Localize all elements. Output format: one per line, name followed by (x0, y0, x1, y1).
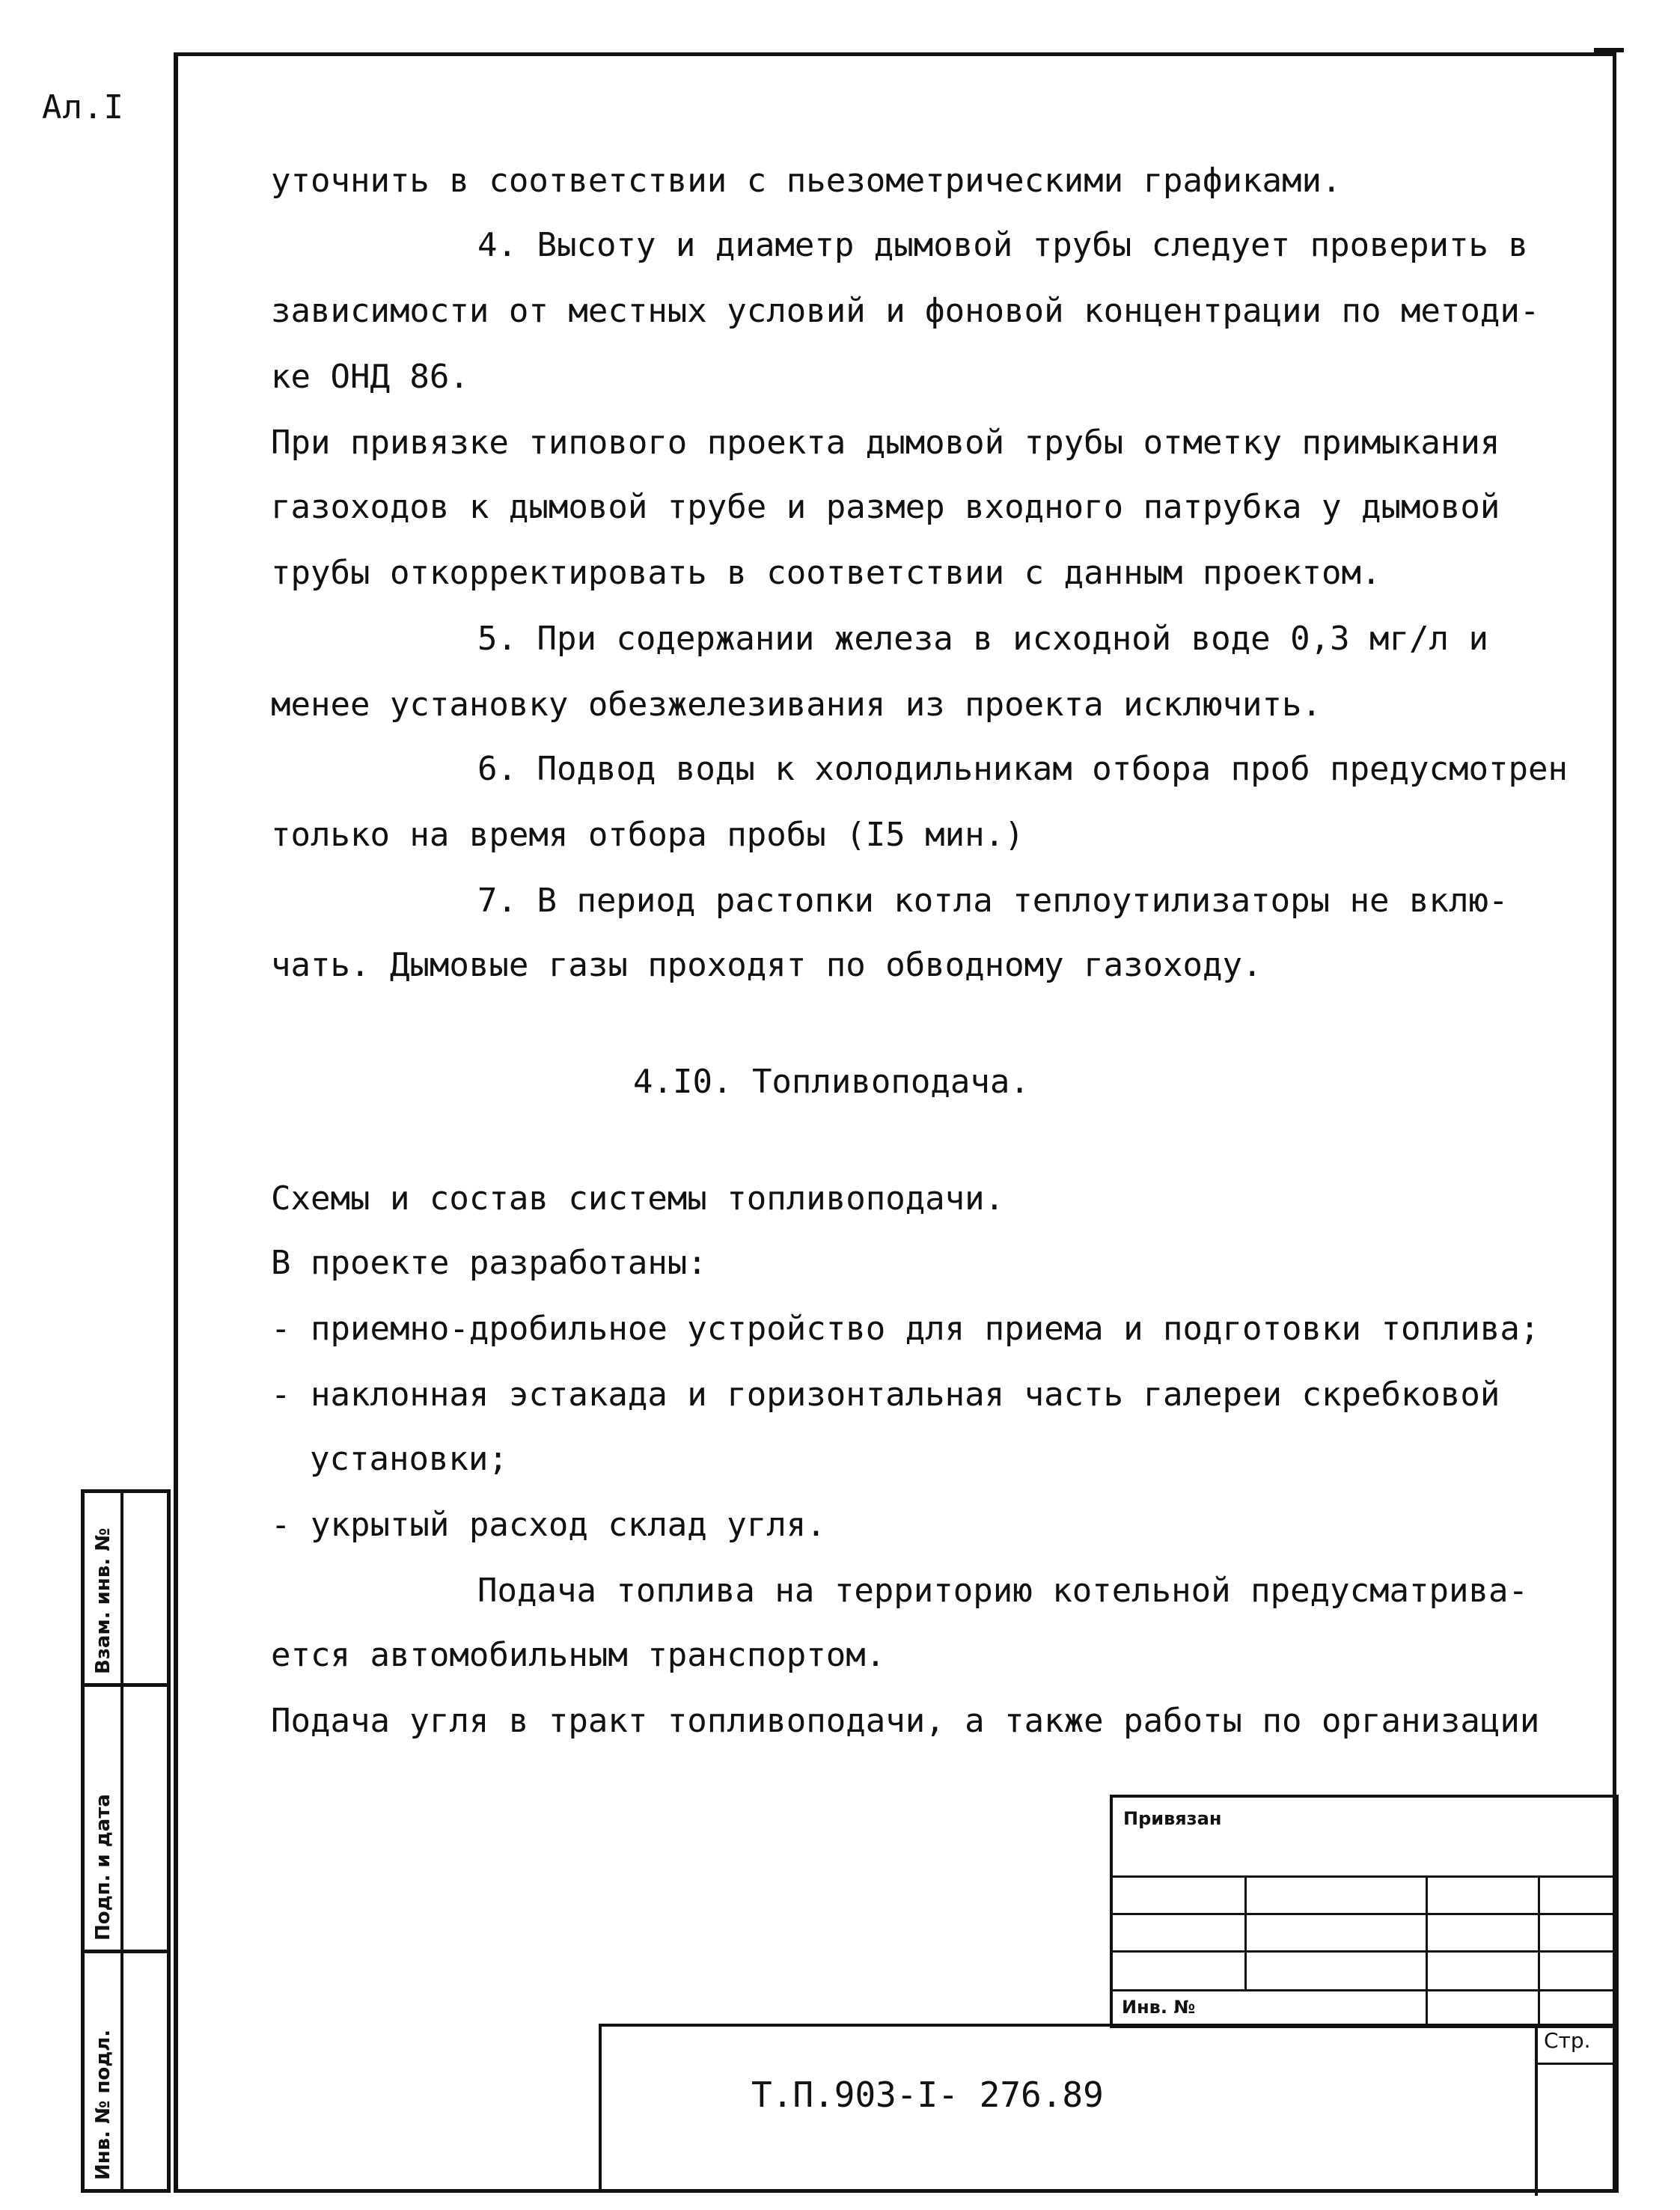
attached-label: Привязан (1123, 1808, 1222, 1829)
frame-corner-mark (1594, 48, 1624, 52)
text-line: Подача топлива на территорию котельной предусматрива- (477, 1572, 1528, 1610)
page-label: Стр. (1544, 2028, 1591, 2053)
side-stamp-label: Инв. № подл. (92, 2029, 114, 2180)
side-stamp-inv-orig (81, 1953, 171, 2193)
side-stamp-label: Подп. и дата (92, 1794, 114, 1941)
text-line: ке ОНД 86. (271, 358, 469, 396)
section-heading: 4.I0. Топливоподача. (633, 1063, 1030, 1101)
list-item: - укрытый расход склад угля. (271, 1506, 826, 1544)
side-stamp-replace-inv (81, 1489, 171, 1687)
page-number-cell (1535, 2027, 1616, 2196)
sheet-label: Ал.I (42, 88, 124, 126)
text-line: В проекте разработаны: (271, 1244, 707, 1282)
side-stamp-sign-date (81, 1687, 171, 1953)
text-line: ется автомобильным транспортом. (271, 1636, 886, 1674)
text-line: 7. В период растопки котла теплоутилизаторы не вклю- (477, 882, 1509, 920)
side-stamp-label: Взам. инв. № (92, 1527, 114, 1674)
text-line: уточнить в соответствии с пьезометрическими графиками. (271, 162, 1342, 200)
text-line: Схемы и состав системы топливоподачи. (271, 1179, 1005, 1218)
list-item: - наклонная эстакада и горизонтальная часть галереи скребковой (271, 1376, 1500, 1414)
text-line: чать. Дымовые газы проходят по обводному газоходу. (271, 946, 1262, 984)
text-line: только на время отбора пробы (I5 мин.) (271, 816, 1024, 854)
text-line: трубы откорректировать в соответствии с данным проектом. (271, 554, 1381, 592)
text-line: 6. Подвод воды к холодильникам отбора проб предусмотрен (477, 750, 1568, 788)
document-code: Т.П.903-I- 276.89 (751, 2075, 1104, 2115)
list-item-continuation: установки; (310, 1440, 508, 1478)
list-item: - приемно-дробильное устройство для приема и подготовки топлива; (271, 1310, 1540, 1348)
inv-no-label: Инв. № (1122, 1997, 1196, 2018)
title-block-main (599, 2024, 1619, 2193)
text-line: 4. Высоту и диаметр дымовой трубы следует проверить в (477, 226, 1528, 264)
text-line: газоходов к дымовой трубе и размер входного патрубка у дымовой (271, 488, 1500, 526)
text-line: При привязке типового проекта дымовой трубы отметку примыкания (271, 424, 1500, 462)
title-block-attached (1110, 1795, 1619, 2028)
text-line: менее установку обезжелезивания из проекта исключить. (271, 686, 1322, 724)
text-line: 5. При содержании железа в исходной воде 0,3 мг/л и (477, 620, 1489, 658)
text-line: Подача угля в тракт топливоподачи, а также работы по организации (271, 1702, 1540, 1740)
text-line: зависимости от местных условий и фоновой концентрации по методи- (271, 292, 1540, 330)
